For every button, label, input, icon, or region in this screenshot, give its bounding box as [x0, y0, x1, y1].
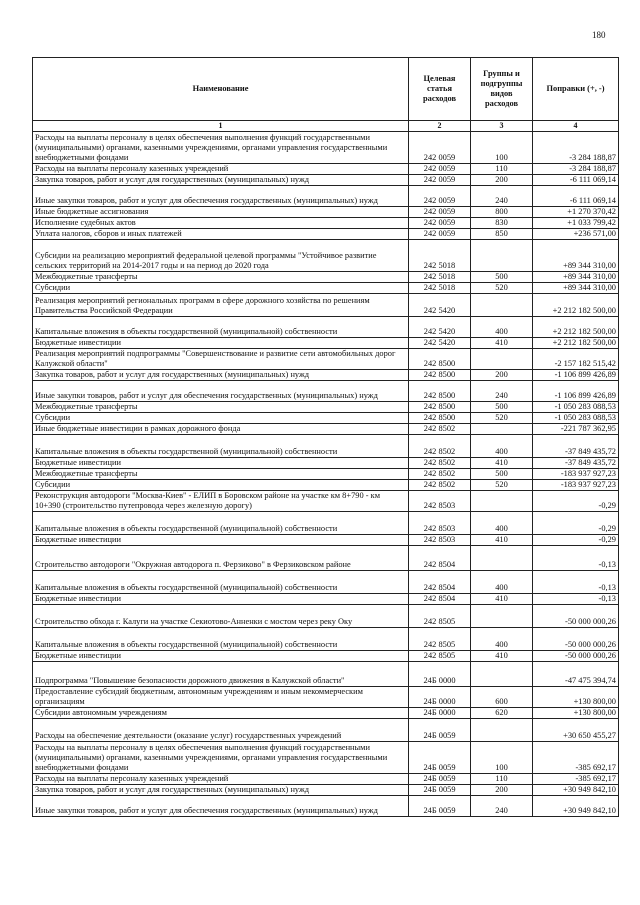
row-expense-group: 410 [471, 338, 533, 349]
row-target-article: 242 5420 [409, 294, 471, 317]
table-row [33, 338, 619, 349]
header-row [33, 58, 619, 121]
row-expense-group [471, 349, 533, 370]
row-name: Закупка товаров, работ и услуг для государственных (муниципальных) нужд [33, 785, 409, 796]
row-target-article: 242 8502 [409, 424, 471, 435]
row-amendment-value: +2 212 182 500,00 [533, 317, 619, 338]
row-name: Закупка товаров, работ и услуг для государственных (муниципальных) нужд [33, 175, 409, 186]
table-row [33, 571, 619, 594]
header-target-article: Целевая статья расходов [409, 58, 471, 121]
row-expense-group: 520 [471, 413, 533, 424]
row-target-article: 242 8502 [409, 480, 471, 491]
row-expense-group: 110 [471, 774, 533, 785]
row-amendment-value: -47 475 394,74 [533, 662, 619, 687]
table-row [33, 628, 619, 651]
table-row [33, 785, 619, 796]
row-amendment-value: -0,13 [533, 571, 619, 594]
row-target-article: 242 8500 [409, 413, 471, 424]
column-index: 2 [409, 121, 471, 132]
row-amendment-value: -183 937 927,23 [533, 480, 619, 491]
row-amendment-value: -0,29 [533, 535, 619, 546]
row-target-article: 242 5420 [409, 317, 471, 338]
table-row [33, 240, 619, 272]
table-row [33, 796, 619, 817]
row-target-article: 242 8500 [409, 349, 471, 370]
row-amendment-value: +89 344 310,00 [533, 240, 619, 272]
row-target-article: 242 8502 [409, 469, 471, 480]
row-target-article: 24Б 0059 [409, 774, 471, 785]
row-name: Расходы на выплаты персоналу казенных учреждений [33, 774, 409, 785]
row-name: Бюджетные инвестиции [33, 594, 409, 605]
row-expense-group [471, 424, 533, 435]
row-amendment-value: -3 284 188,87 [533, 132, 619, 164]
header-name: Наименование [33, 58, 409, 121]
row-amendment-value: -50 000 000,26 [533, 605, 619, 628]
row-target-article: 242 0059 [409, 132, 471, 164]
table-row [33, 424, 619, 435]
row-target-article: 242 8500 [409, 402, 471, 413]
row-amendment-value: -0,13 [533, 594, 619, 605]
row-amendment-value: +1 033 799,42 [533, 218, 619, 229]
row-name: Реализация мероприятий региональных программ в сфере дорожного хозяйства по решениям Правительства Российской Федерации [33, 294, 409, 317]
row-name: Строительство автодороги "Окружная автодорога п. Ферзиково" в Ферзиковском районе [33, 546, 409, 571]
row-expense-group: 400 [471, 317, 533, 338]
row-name: Иные бюджетные ассигнования [33, 207, 409, 218]
row-name: Бюджетные инвестиции [33, 651, 409, 662]
row-name: Бюджетные инвестиции [33, 458, 409, 469]
row-name: Иные бюджетные инвестиции в рамках дорожного фонда [33, 424, 409, 435]
row-expense-group: 500 [471, 402, 533, 413]
row-amendment-value: +89 344 310,00 [533, 283, 619, 294]
row-name: Бюджетные инвестиции [33, 338, 409, 349]
row-target-article: 242 5018 [409, 272, 471, 283]
row-expense-group: 400 [471, 571, 533, 594]
table-row [33, 605, 619, 628]
page-number: 180 [592, 30, 606, 40]
row-name: Субсидии [33, 413, 409, 424]
row-name: Реализация мероприятий подпрограммы "Совершенствование и развитие сети автомобильных дорог Калужской области" [33, 349, 409, 370]
row-expense-group: 240 [471, 381, 533, 402]
table-row [33, 512, 619, 535]
table-row [33, 546, 619, 571]
table-row [33, 132, 619, 164]
table-row [33, 774, 619, 785]
row-amendment-value: -1 106 899 426,89 [533, 370, 619, 381]
row-expense-group: 410 [471, 458, 533, 469]
row-amendment-value: -3 284 188,87 [533, 164, 619, 175]
row-amendment-value: +1 270 370,42 [533, 207, 619, 218]
row-target-article: 242 8502 [409, 458, 471, 469]
table-row [33, 186, 619, 207]
table-row [33, 491, 619, 512]
row-expense-group: 400 [471, 628, 533, 651]
header-expense-groups: Группы и подгруппы видов расходов [471, 58, 533, 121]
row-name: Уплата налогов, сборов и иных платежей [33, 229, 409, 240]
table-row [33, 662, 619, 687]
row-target-article: 242 8503 [409, 535, 471, 546]
row-amendment-value: -6 111 069,14 [533, 175, 619, 186]
row-target-article: 24Б 0000 [409, 687, 471, 708]
row-name: Межбюджетные трансферты [33, 402, 409, 413]
row-amendment-value: -1 106 899 426,89 [533, 381, 619, 402]
row-name: Межбюджетные трансферты [33, 469, 409, 480]
row-expense-group: 500 [471, 469, 533, 480]
row-name: Предоставление субсидий бюджетным, автономным учреждениям и иным некоммерческим организациям [33, 687, 409, 708]
row-name: Реконструкция автодороги "Москва-Киев" - ЕЛИП в Боровском районе на участке км 8+790 - км 10+390 (строительство путепровода через железную дорогу) [33, 491, 409, 512]
row-name: Расходы на выплаты персоналу в целях обеспечения выполнения функций государственными (муниципальными) органами, казенными учреждениями, органами управления государственными внебюджетными фондами [33, 742, 409, 774]
row-target-article: 242 8505 [409, 605, 471, 628]
table-row [33, 480, 619, 491]
row-target-article: 242 5018 [409, 283, 471, 294]
row-amendment-value: -50 000 000,26 [533, 651, 619, 662]
table-row [33, 469, 619, 480]
row-amendment-value: +30 949 842,10 [533, 796, 619, 817]
row-expense-group: 240 [471, 186, 533, 207]
table-row [33, 381, 619, 402]
row-amendment-value: +130 800,00 [533, 708, 619, 719]
row-name: Иные закупки товаров, работ и услуг для обеспечения государственных (муниципальных) нужд [33, 186, 409, 207]
row-name: Субсидии на реализацию мероприятий федеральной целевой программы "Устойчивое развитие сельских территорий на 2014-2017 годы и на период до 2020 года [33, 240, 409, 272]
row-expense-group: 520 [471, 283, 533, 294]
table-row [33, 317, 619, 338]
row-target-article: 242 5018 [409, 240, 471, 272]
row-expense-group: 600 [471, 687, 533, 708]
row-target-article: 242 0059 [409, 175, 471, 186]
row-target-article: 24Б 0059 [409, 742, 471, 774]
column-index-row [33, 121, 619, 132]
row-expense-group: 200 [471, 785, 533, 796]
table-row [33, 594, 619, 605]
row-expense-group: 200 [471, 175, 533, 186]
row-target-article: 242 0059 [409, 186, 471, 207]
row-amendment-value: +130 800,00 [533, 687, 619, 708]
row-name: Закупка товаров, работ и услуг для государственных (муниципальных) нужд [33, 370, 409, 381]
row-target-article: 242 8502 [409, 435, 471, 458]
row-name: Исполнение судебных актов [33, 218, 409, 229]
row-expense-group [471, 294, 533, 317]
table-row [33, 651, 619, 662]
row-name: Расходы на обеспечение деятельности (оказание услуг) государственных учреждений [33, 719, 409, 742]
row-name: Иные закупки товаров, работ и услуг для обеспечения государственных (муниципальных) нужд [33, 381, 409, 402]
row-target-article: 242 8500 [409, 370, 471, 381]
row-expense-group: 400 [471, 435, 533, 458]
row-target-article: 242 0059 [409, 207, 471, 218]
row-name: Иные закупки товаров, работ и услуг для обеспечения государственных (муниципальных) нужд [33, 796, 409, 817]
row-amendment-value: -385 692,17 [533, 742, 619, 774]
row-target-article: 24Б 0059 [409, 719, 471, 742]
table-row [33, 402, 619, 413]
row-amendment-value: -0,29 [533, 512, 619, 535]
table-row [33, 218, 619, 229]
row-name: Строительство обхода г. Калуги на участке Секиотово-Анненки с мостом через реку Оку [33, 605, 409, 628]
row-amendment-value: -0,13 [533, 546, 619, 571]
row-target-article: 24Б 0000 [409, 708, 471, 719]
table-row [33, 687, 619, 708]
row-target-article: 242 8504 [409, 546, 471, 571]
row-expense-group: 410 [471, 594, 533, 605]
header-amendments: Поправки (+, -) [533, 58, 619, 121]
row-name: Капитальные вложения в объекты государственной (муниципальной) собственности [33, 435, 409, 458]
row-expense-group: 200 [471, 370, 533, 381]
budget-amendments-table [32, 57, 619, 817]
row-target-article: 242 8500 [409, 381, 471, 402]
row-expense-group: 410 [471, 651, 533, 662]
row-name: Субсидии [33, 283, 409, 294]
row-expense-group: 800 [471, 207, 533, 218]
table-row [33, 229, 619, 240]
table-row [33, 708, 619, 719]
column-index: 4 [533, 121, 619, 132]
row-name: Расходы на выплаты персоналу казенных учреждений [33, 164, 409, 175]
row-target-article: 242 8503 [409, 491, 471, 512]
row-expense-group: 100 [471, 742, 533, 774]
row-expense-group [471, 240, 533, 272]
row-amendment-value: -385 692,17 [533, 774, 619, 785]
row-name: Подпрограмма "Повышение безопасности дорожного движения в Калужской области" [33, 662, 409, 687]
row-amendment-value: -6 111 069,14 [533, 186, 619, 207]
row-amendment-value: -1 050 283 088,53 [533, 402, 619, 413]
row-expense-group: 410 [471, 535, 533, 546]
row-expense-group [471, 605, 533, 628]
row-amendment-value: -50 000 000,26 [533, 628, 619, 651]
table-row [33, 413, 619, 424]
row-name: Бюджетные инвестиции [33, 535, 409, 546]
row-expense-group: 850 [471, 229, 533, 240]
row-name: Межбюджетные трансферты [33, 272, 409, 283]
table-body [33, 132, 619, 817]
row-name: Субсидии [33, 480, 409, 491]
table-row [33, 742, 619, 774]
row-expense-group [471, 546, 533, 571]
row-target-article: 242 8505 [409, 628, 471, 651]
row-amendment-value: -2 157 182 515,42 [533, 349, 619, 370]
column-index: 3 [471, 121, 533, 132]
row-amendment-value: +89 344 310,00 [533, 272, 619, 283]
row-expense-group: 620 [471, 708, 533, 719]
table-row [33, 370, 619, 381]
row-name: Субсидии автономным учреждениям [33, 708, 409, 719]
row-target-article: 242 8505 [409, 651, 471, 662]
row-expense-group: 400 [471, 512, 533, 535]
row-expense-group: 830 [471, 218, 533, 229]
column-index: 1 [33, 121, 409, 132]
row-target-article: 24Б 0000 [409, 662, 471, 687]
row-amendment-value: -1 050 283 088,53 [533, 413, 619, 424]
row-target-article: 24Б 0059 [409, 785, 471, 796]
row-amendment-value: -37 849 435,72 [533, 458, 619, 469]
row-target-article: 242 8504 [409, 571, 471, 594]
row-expense-group: 520 [471, 480, 533, 491]
table-row [33, 272, 619, 283]
table-row [33, 164, 619, 175]
table-row [33, 283, 619, 294]
row-expense-group [471, 719, 533, 742]
row-amendment-value: -0,29 [533, 491, 619, 512]
table-row [33, 535, 619, 546]
row-amendment-value: +2 212 182 500,00 [533, 338, 619, 349]
table-row [33, 458, 619, 469]
row-target-article: 242 5420 [409, 338, 471, 349]
row-expense-group [471, 662, 533, 687]
row-expense-group [471, 491, 533, 512]
table-row [33, 719, 619, 742]
row-amendment-value: -37 849 435,72 [533, 435, 619, 458]
table-row [33, 349, 619, 370]
row-target-article: 24Б 0059 [409, 796, 471, 817]
row-amendment-value: +2 212 182 500,00 [533, 294, 619, 317]
table-row [33, 207, 619, 218]
row-expense-group: 240 [471, 796, 533, 817]
row-amendment-value: +30 949 842,10 [533, 785, 619, 796]
table-row [33, 175, 619, 186]
row-target-article: 242 0059 [409, 218, 471, 229]
table-row [33, 294, 619, 317]
row-expense-group: 500 [471, 272, 533, 283]
row-expense-group: 110 [471, 164, 533, 175]
row-target-article: 242 8503 [409, 512, 471, 535]
table-row [33, 435, 619, 458]
row-expense-group: 100 [471, 132, 533, 164]
row-target-article: 242 8504 [409, 594, 471, 605]
row-name: Капитальные вложения в объекты государственной (муниципальной) собственности [33, 571, 409, 594]
row-name: Капитальные вложения в объекты государственной (муниципальной) собственности [33, 628, 409, 651]
row-name: Капитальные вложения в объекты государственной (муниципальной) собственности [33, 317, 409, 338]
row-amendment-value: -221 787 362,95 [533, 424, 619, 435]
row-amendment-value: +30 650 455,27 [533, 719, 619, 742]
row-name: Капитальные вложения в объекты государственной (муниципальной) собственности [33, 512, 409, 535]
row-name: Расходы на выплаты персоналу в целях обеспечения выполнения функций государственными (муниципальными) органами, казенными учреждениями, органами управления государственными внебюджетными фондами [33, 132, 409, 164]
row-target-article: 242 0059 [409, 164, 471, 175]
row-amendment-value: -183 937 927,23 [533, 469, 619, 480]
row-target-article: 242 0059 [409, 229, 471, 240]
row-amendment-value: +236 571,00 [533, 229, 619, 240]
